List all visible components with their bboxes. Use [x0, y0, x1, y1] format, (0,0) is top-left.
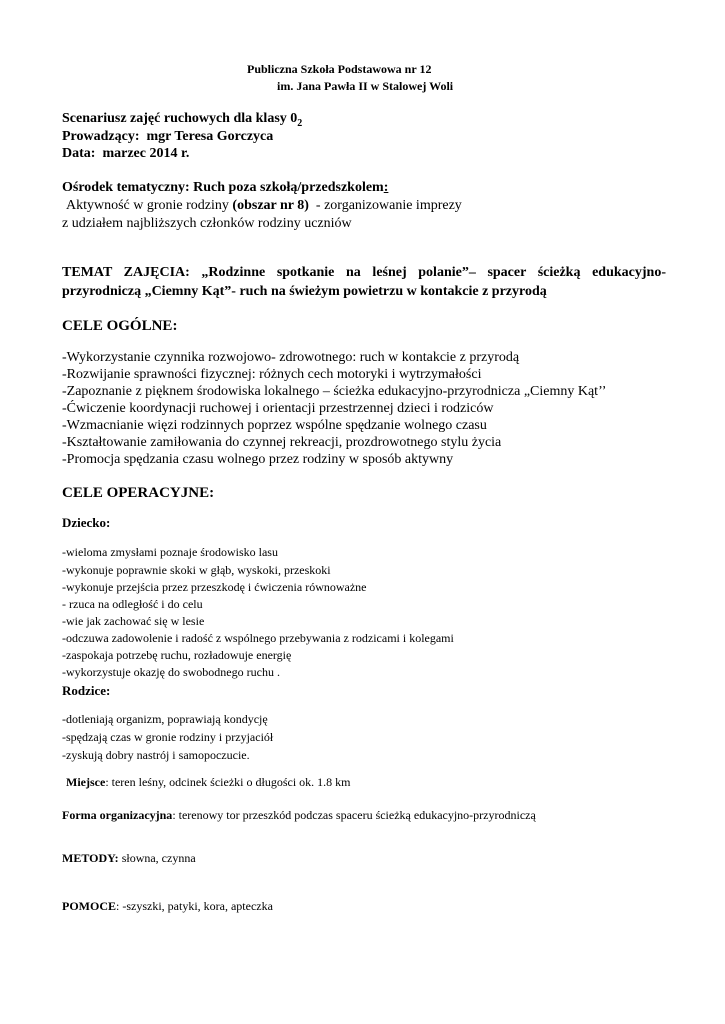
leader-line: Prowadzący: mgr Teresa Gorczyca: [62, 129, 274, 144]
parents-goal-item: -zyskują dobry nastrój i samopoczucie.: [62, 748, 250, 762]
parents-goal-item: -dotleniają organizm, poprawiają kondycję: [62, 712, 268, 726]
topic-line2: przyrodniczą „Ciemny Kąt”- ruch na świeżym powietrzu w kontakcie z przyrodą: [62, 284, 547, 299]
general-goal-item: -Kształtowanie zamiłowania do czynnej rekreacji, prozdrowotnego stylu życia: [62, 435, 502, 450]
date-line: Data: marzec 2014 r.: [62, 146, 190, 161]
general-goal-item: -Wzmacnianie więzi rodzinnych poprzez wspólne spędzanie wolnego czasu: [62, 418, 487, 433]
general-goals-heading: CELE OGÓLNE:: [62, 318, 178, 334]
methods-line: METODY: słowna, czynna: [62, 851, 196, 865]
child-goal-item: -odczuwa zadowolenie i radość z wspólnego przebywania z rodzicami i kolegami: [62, 631, 454, 645]
child-goal-item: -wykorzystuje okazję do swobodnego ruchu .: [62, 665, 280, 679]
child-goal-item: -wie jak zachować się w lesie: [62, 614, 205, 628]
thematic-center-line2: z udziałem najbliższych członków rodziny uczniów: [62, 216, 352, 231]
place-line: Miejsce: teren leśny, odcinek ścieżki o długości ok. 1.8 km: [66, 775, 351, 789]
general-goal-item: -Wykorzystanie czynnika rozwojowo- zdrowotnego: ruch w kontakcie z przyrodą: [62, 350, 520, 365]
child-label: Dziecko:: [62, 515, 111, 530]
general-goal-item: -Ćwiczenie koordynacji ruchowej i orientacji przestrzennej dzieci i rodziców: [62, 401, 494, 416]
topic-line1: TEMAT ZAJĘCIA: „Rodzinne spotkanie na leśnej polanie”– spacer ścieżką edukacyjno-: [62, 265, 666, 280]
thematic-center-heading: Ośrodek tematyczny: Ruch poza szkołą/przedszkolem:: [62, 180, 389, 195]
child-goal-item: - rzuca na odległość i do celu: [62, 597, 203, 611]
child-goal-item: -wykonuje przejścia przez przeszkodę i ćwiczenia równoważne: [62, 580, 367, 594]
scenario-title: Scenariusz zajęć ruchowych dla klasy $0_2$: [62, 111, 303, 129]
operational-goals-heading: CELE OPERACYJNE:: [62, 485, 215, 501]
thematic-center-line1: Aktywność w gronie rodziny (obszar nr 8) - zorganizowanie imprezy: [66, 198, 462, 213]
school-name: Publiczna Szkoła Podstawowa nr 12: [247, 62, 432, 76]
parents-goal-item: -spędzają czas w gronie rodziny i przyjaciół: [62, 730, 274, 744]
general-goal-item: -Zapoznanie z pięknem środowiska lokalnego – ścieżka edukacyjno-przyrodnicza „Ciemny Kąt’’: [62, 384, 607, 399]
parents-label: Rodzice:: [62, 683, 111, 698]
general-goal-item: -Rozwijanie sprawności fizycznej: różnych cech motoryki i wytrzymałości: [62, 367, 482, 382]
aids-line: POMOCE: -szyszki, patyki, kora, apteczka: [62, 899, 273, 913]
child-goal-item: -wieloma zmysłami poznaje środowisko lasu: [62, 545, 278, 559]
child-goal-item: -zaspokaja potrzebę ruchu, rozładowuje energię: [62, 648, 292, 662]
general-goal-item: -Promocja spędzania czasu wolnego przez rodziny w sposób aktywny: [62, 452, 454, 467]
form-line: Forma organizacyjna: terenowy tor przeszkód podczas spaceru ścieżką edukacyjno-przyrodniczą: [62, 808, 536, 822]
school-patron: im. Jana Pawła II w Stalowej Woli: [277, 79, 454, 93]
child-goal-item: -wykonuje poprawnie skoki w głąb, wyskoki, przeskoki: [62, 563, 331, 577]
